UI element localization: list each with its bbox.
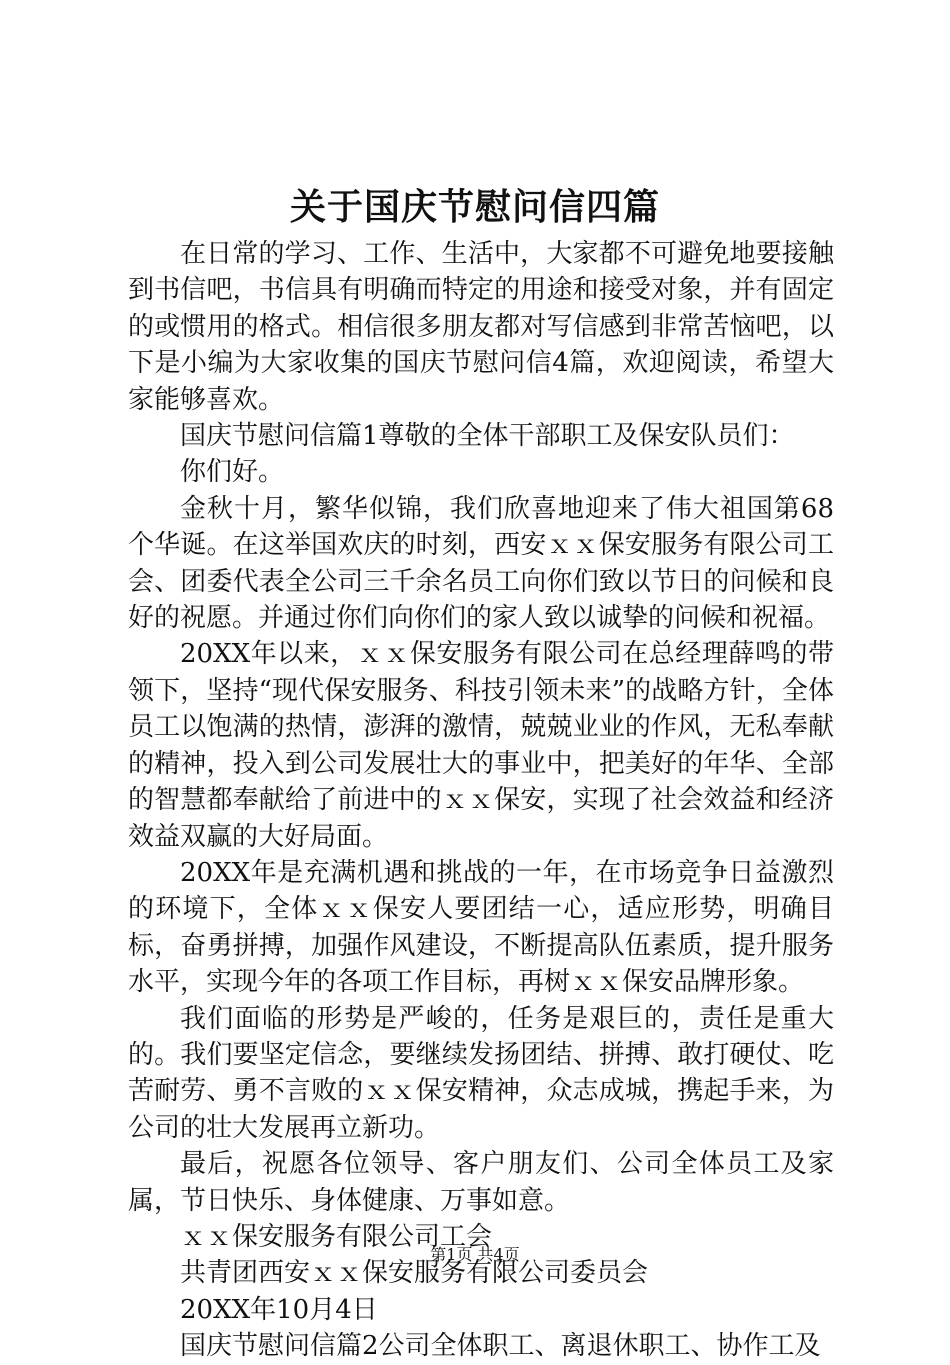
paragraph-intro: 在日常的学习、工作、生活中，大家都不可避免地要接触到书信吧，书信具有明确而特定的用途和接受对象，并有固定的或惯用的格式。相信很多朋友都对写信感到非常苦恼吧，以下是小编为大家收集的国庆节慰问信4篇，欢迎阅读，希望大家能够喜欢。 xyxy=(128,239,834,415)
signature-date: 20XX年10月4日 xyxy=(180,1294,378,1325)
paragraph-autumn: 金秋十月，繁华似锦，我们欣喜地迎来了伟大祖国第68个华诞。在这举国欢庆的时刻，西安ｘｘ保安服务有限公司工会、团委代表全公司三千余名员工向你们致以节日的问候和良好的祝愿。并通过你们向你们的家人致以诚挚的问候和祝福。 xyxy=(128,493,834,634)
document-body xyxy=(128,236,834,1365)
page-footer: 第1页 共4页 xyxy=(430,1245,520,1264)
paragraph-since-year: 20XX年以来，ｘｘ保安服务有限公司在总经理薛鸣的带领下，坚持“现代保安服务、科技引领未来”的战略方针，全体员工以饱满的热情，澎湃的激情，兢兢业业的作风，无私奉献的精神，投入到公司发展壮大的事业中，把美好的年华、全部的智慧都奉献给了前进中的ｘｘ保安，实现了社会效益和经济效益双赢的大好局面。 xyxy=(128,639,834,852)
paragraph-greeting: 你们好。 xyxy=(180,457,285,488)
paragraph-closing-wishes: 最后，祝愿各位领导、客户朋友们、公司全体员工及家属，节日快乐、身体健康、万事如意。 xyxy=(128,1149,834,1216)
signature-union: ｘｘ保安服务有限公司工会 xyxy=(180,1221,493,1252)
signature-youth-league: 共青团西安ｘｘ保安服务有限公司委员会 xyxy=(180,1258,649,1289)
document-title: 关于国庆节慰问信四篇 xyxy=(289,186,660,228)
paragraph-situation: 我们面临的形势是严峻的，任务是艰巨的，责任是重大的。我们要坚定信念，要继续发扬团结、拼搏、敢打硬仗、吃苦耐劳、勇不言败的ｘｘ保安精神，众志成城，携起手来，为公司的壮大发展再立新功。 xyxy=(128,1003,834,1143)
paragraph-letter1-salutation: 国庆节慰问信篇1尊敬的全体干部职工及保安队员们： xyxy=(180,421,795,452)
paragraph-letter2-start: 国庆节慰问信篇2公司全体职工、离退休职工、协作工及 xyxy=(180,1331,821,1362)
paragraph-opportunity: 20XX年是充满机遇和挑战的一年，在市场竞争日益激烈的环境下，全体ｘｘ保安人要团结一心，适应形势，明确目标，奋勇拼搏，加强作风建设，不断提高队伍素质，提升服务水平，实现今年的各项工作目标，再树ｘｘ保安品牌形象。 xyxy=(128,857,834,998)
